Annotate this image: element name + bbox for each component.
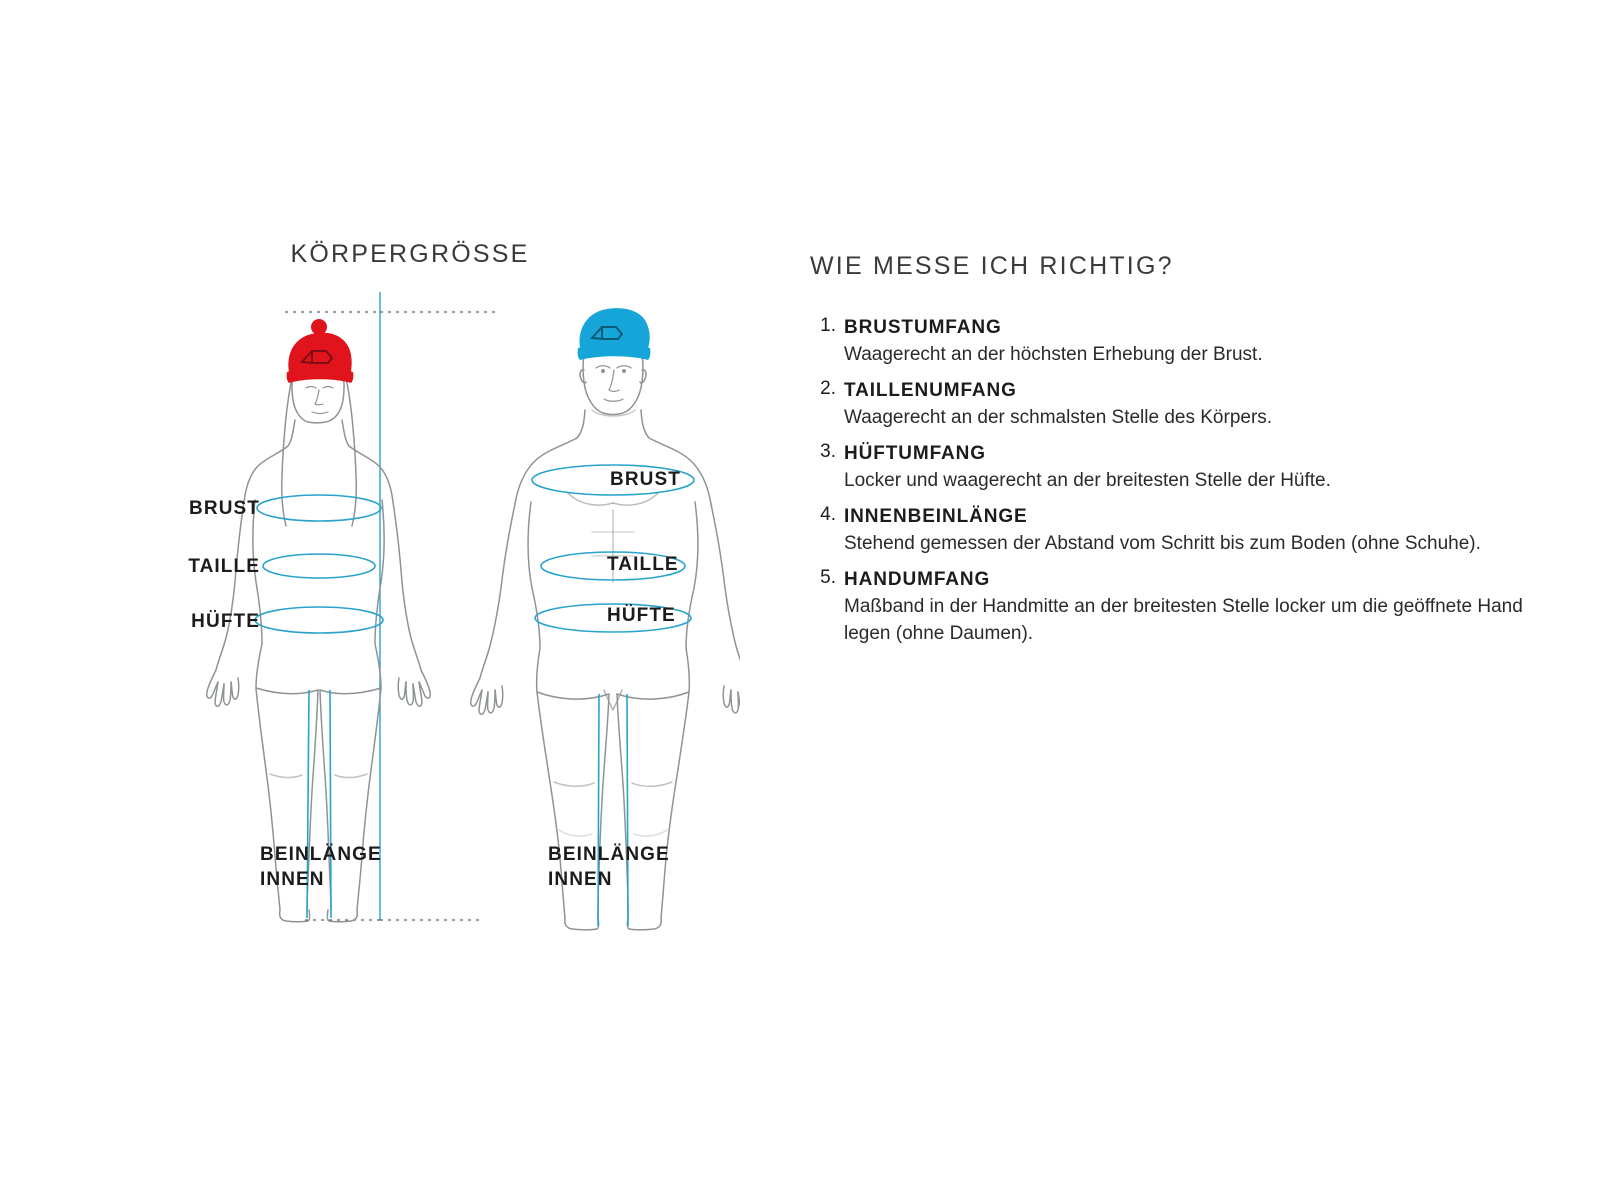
item-number: 5. — [820, 566, 836, 588]
body-measurement-diagram — [90, 240, 730, 960]
height-dotted-guides — [285, 312, 500, 920]
item-description: Waagerecht an der schmalsten Stelle des Körpers. — [844, 406, 1273, 428]
item-title: HANDUMFANG — [844, 568, 991, 590]
item-number: 1. — [820, 315, 836, 336]
label-inseam-female-line1: BEINLÄNGE — [260, 844, 382, 865]
instructions-title: WIE MESSE ICH RICHTIG? — [810, 252, 1174, 280]
female-hat-icon — [287, 319, 354, 383]
instructions-panel — [810, 252, 1530, 657]
item-title: INNENBEINLÄNGE — [844, 505, 1028, 527]
label-chest-female: BRUST — [189, 498, 260, 519]
female-hip-measure — [255, 607, 383, 633]
instructions-list — [810, 315, 1530, 648]
female-figure — [207, 366, 430, 922]
list-item — [810, 378, 1530, 432]
label-inseam-male-line2: INNEN — [548, 869, 613, 891]
label-inseam-female — [260, 842, 382, 892]
list-item — [810, 504, 1530, 558]
female-waist-measure — [263, 554, 375, 578]
label-chest-male: BRUST — [610, 469, 681, 490]
label-hip-male: HÜFTE — [607, 605, 676, 626]
label-inseam-male-line1: BEINLÄNGE — [548, 844, 670, 865]
male-hat-icon — [578, 308, 651, 360]
figures-illustration — [80, 270, 740, 950]
list-item — [810, 315, 1530, 369]
item-description: Locker und waagerecht an der breitesten Stelle der Hüfte. — [844, 469, 1331, 491]
label-inseam-female-line2: INNEN — [260, 869, 325, 891]
diagram-title: KÖRPERGRÖSSE — [290, 240, 530, 268]
item-number: 2. — [820, 377, 836, 399]
item-title: TAILLENUMFANG — [844, 379, 1017, 401]
label-inseam-male — [548, 842, 670, 892]
item-number: 3. — [820, 440, 836, 462]
list-item — [810, 567, 1530, 648]
item-description: Waagerecht an der höchsten Erhebung der Brust. — [844, 343, 1263, 365]
list-item — [810, 441, 1530, 495]
label-waist-male: TAILLE — [607, 554, 679, 575]
item-description: Maßband in der Handmitte an der breitesten Stelle locker um die geöffnete Hand legen (ohne Daumen). — [844, 595, 1523, 644]
item-title: HÜFTUMFANG — [844, 442, 986, 464]
label-hip-female: HÜFTE — [191, 611, 260, 632]
item-description: Stehend gemessen der Abstand vom Schritt bis zum Boden (ohne Schuhe). — [844, 532, 1481, 554]
item-title: BRUSTUMFANG — [844, 317, 1002, 338]
item-number: 4. — [820, 503, 836, 525]
label-waist-female: TAILLE — [188, 556, 260, 577]
